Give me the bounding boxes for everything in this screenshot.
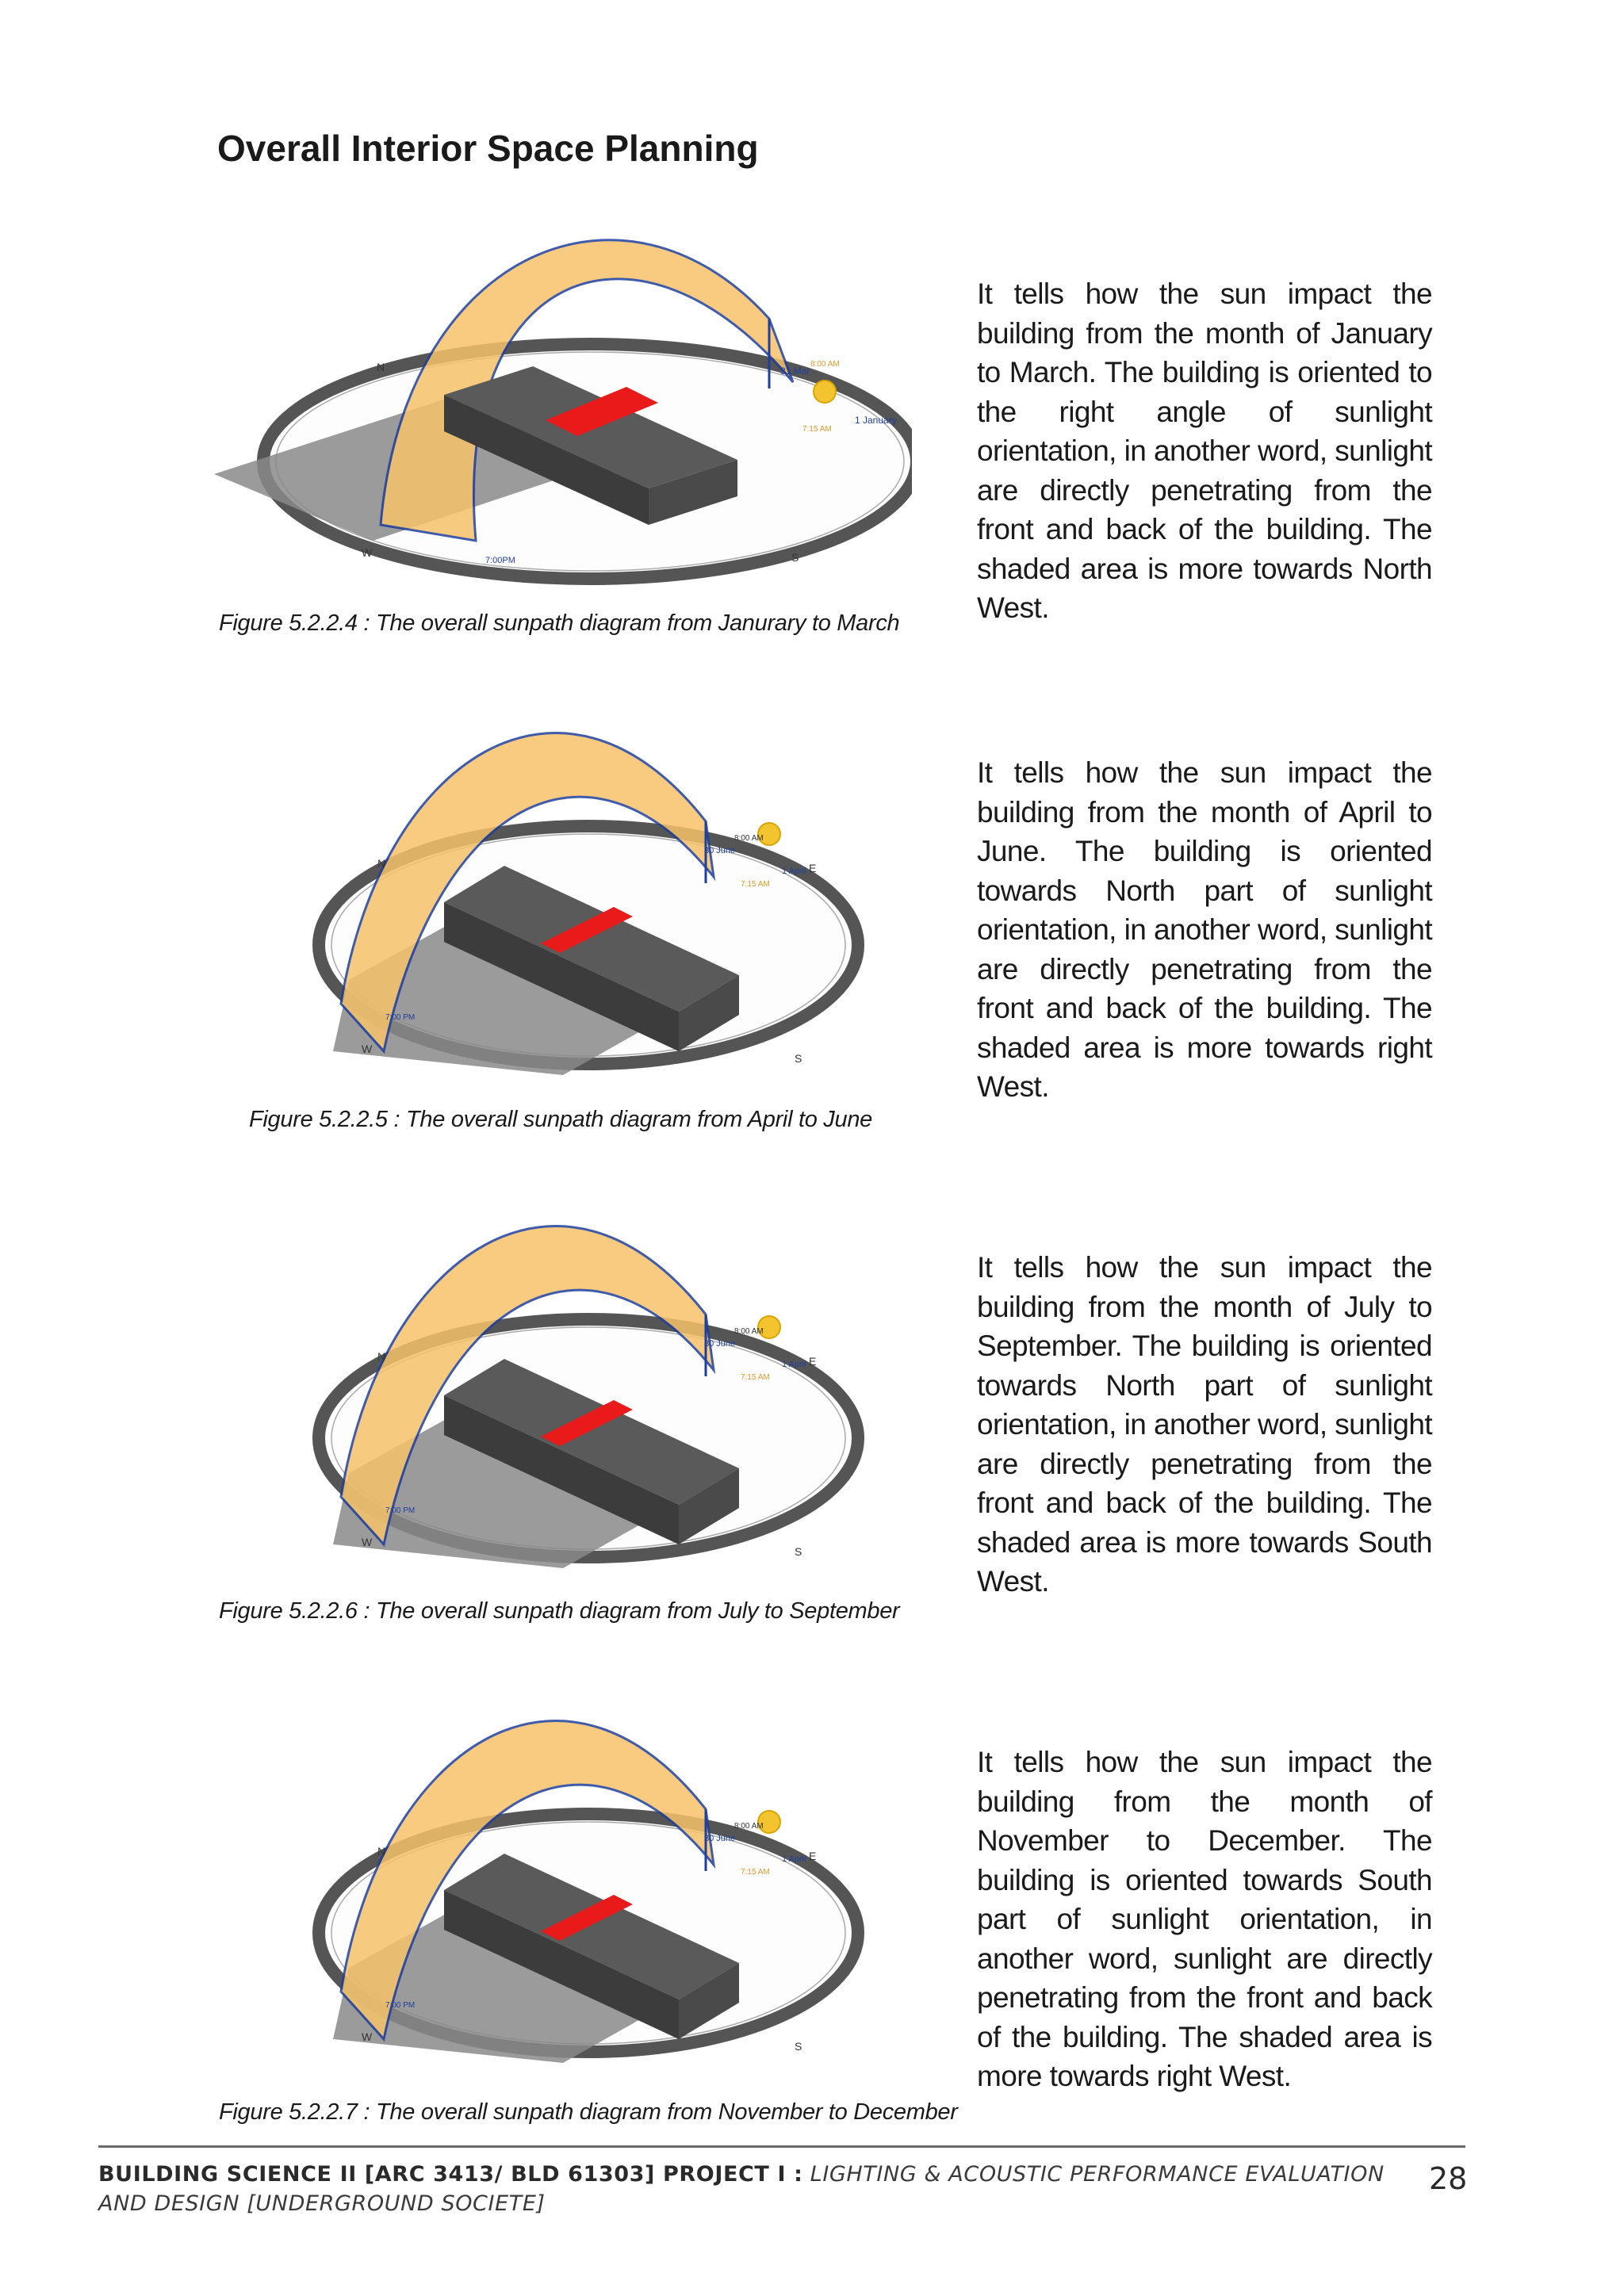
figure-caption-1: Figure 5.2.2.4 : The overall sunpath diagram from Janurary to March [219,610,900,636]
time-label-pm: 7:00PM [485,556,515,565]
sunpath-diagram-2 [301,687,904,1099]
time-label-b: 7:15 AM [741,1868,770,1877]
south-label: S [795,1052,802,1065]
east-label: E [809,862,817,874]
north-label: N [377,1350,386,1363]
south-label: S [795,1545,802,1558]
diagram-shape [814,381,836,403]
date-label-a: 30 June [704,1339,736,1349]
time-label-pm: 7:00 PM [385,2001,416,2010]
date-label-b: 1 January [855,415,897,426]
time-label-a: 8:00 AM [810,360,840,369]
figure-description-3: It tells how the sun impact the building from the month of July to September. The building is oriented towards North part of sunlight orientation, in another word, sunlight are directly penetrating from the front and back of the building. The shaded area is more towards South West. [977,1251,1432,1598]
west-label: W [362,1536,373,1548]
date-label-a: 30 June [704,846,736,855]
figure-description-4: It tells how the sun impact the building from the month of November to December. The building is oriented towards South part of sunlight orientation, in another word, sunlight are directly penetrating from the front and back of the building. The shaded area is more towards right West. [977,1746,1432,2092]
footer-subtitle: LIGHTING & ACOUSTIC PERFORMANCE EVALUATION AND DESIGN [UNDERGROUND SOCIETE] [98,2162,1385,2216]
date-label-a: 30 June [704,1834,736,1843]
figure-description-1: It tells how the sun impact the building from the month of January to March. The building is oriented to the right angle of sunlight orientation, in another word, sunlight are directly penetrating from the front and back of the building. The shaded area is more towards North West. [977,277,1432,624]
figure-caption-3: Figure 5.2.2.6 : The overall sunpath diagram from July to September [219,1598,900,1624]
time-label-a: 8:00 AM [734,1822,764,1831]
west-label: W [362,546,373,559]
east-label: E [809,1850,817,1862]
time-label-pm: 7:00 PM [385,1506,416,1515]
time-label-b: 7:15 AM [741,880,770,889]
sunpath-figure-1 [214,208,912,588]
figure-caption-2: Figure 5.2.2.5 : The overall sunpath diagram from April to June [249,1107,872,1132]
page-number: 28 [1429,2161,1468,2196]
footer-divider [98,2145,1465,2148]
figure-description-2: It tells how the sun impact the building from the month of April to June. The building is oriented towards North part of sunlight orientation, in another word, sunlight are directly penetrating from the front and back of the building. The shaded area is more towards right West. [977,756,1432,1103]
south-label: S [791,551,799,564]
south-label: S [795,2040,802,2053]
time-label-a: 8:00 AM [734,1327,764,1336]
sunpath-figure-4 [301,1674,904,2087]
east-label: E [809,1355,817,1368]
page-title: Overall Interior Space Planning [217,128,759,169]
time-label-pm: 7:00 PM [385,1013,416,1022]
sunpath-diagram-4 [301,1674,904,2087]
sunpath-figure-3 [301,1180,904,1592]
time-label-b: 7:15 AM [741,1373,770,1382]
sunpath-diagram-3 [301,1180,904,1592]
west-label: W [362,1043,373,1055]
north-label: N [377,1845,386,1858]
north-label: N [377,857,386,870]
footer-course: BUILDING SCIENCE II [ARC 3413/ BLD 61303] PROJECT I : [98,2162,803,2187]
date-label-b: 1 April [782,1854,806,1864]
figure-caption-4: Figure 5.2.2.7 : The overall sunpath diagram from November to December [219,2099,958,2125]
time-label-a: 8:00 AM [734,834,764,843]
west-label: W [362,2030,373,2043]
sunpath-figure-2 [301,687,904,1099]
north-label: N [377,361,385,373]
time-label-b: 7:15 AM [802,425,832,434]
date-label-b: 1 April [782,1360,806,1369]
date-label-b: 1 April [782,867,806,876]
footer [98,2160,1399,2218]
sunpath-diagram-1 [214,208,912,588]
date-label-a: 31 Mar [780,365,810,377]
